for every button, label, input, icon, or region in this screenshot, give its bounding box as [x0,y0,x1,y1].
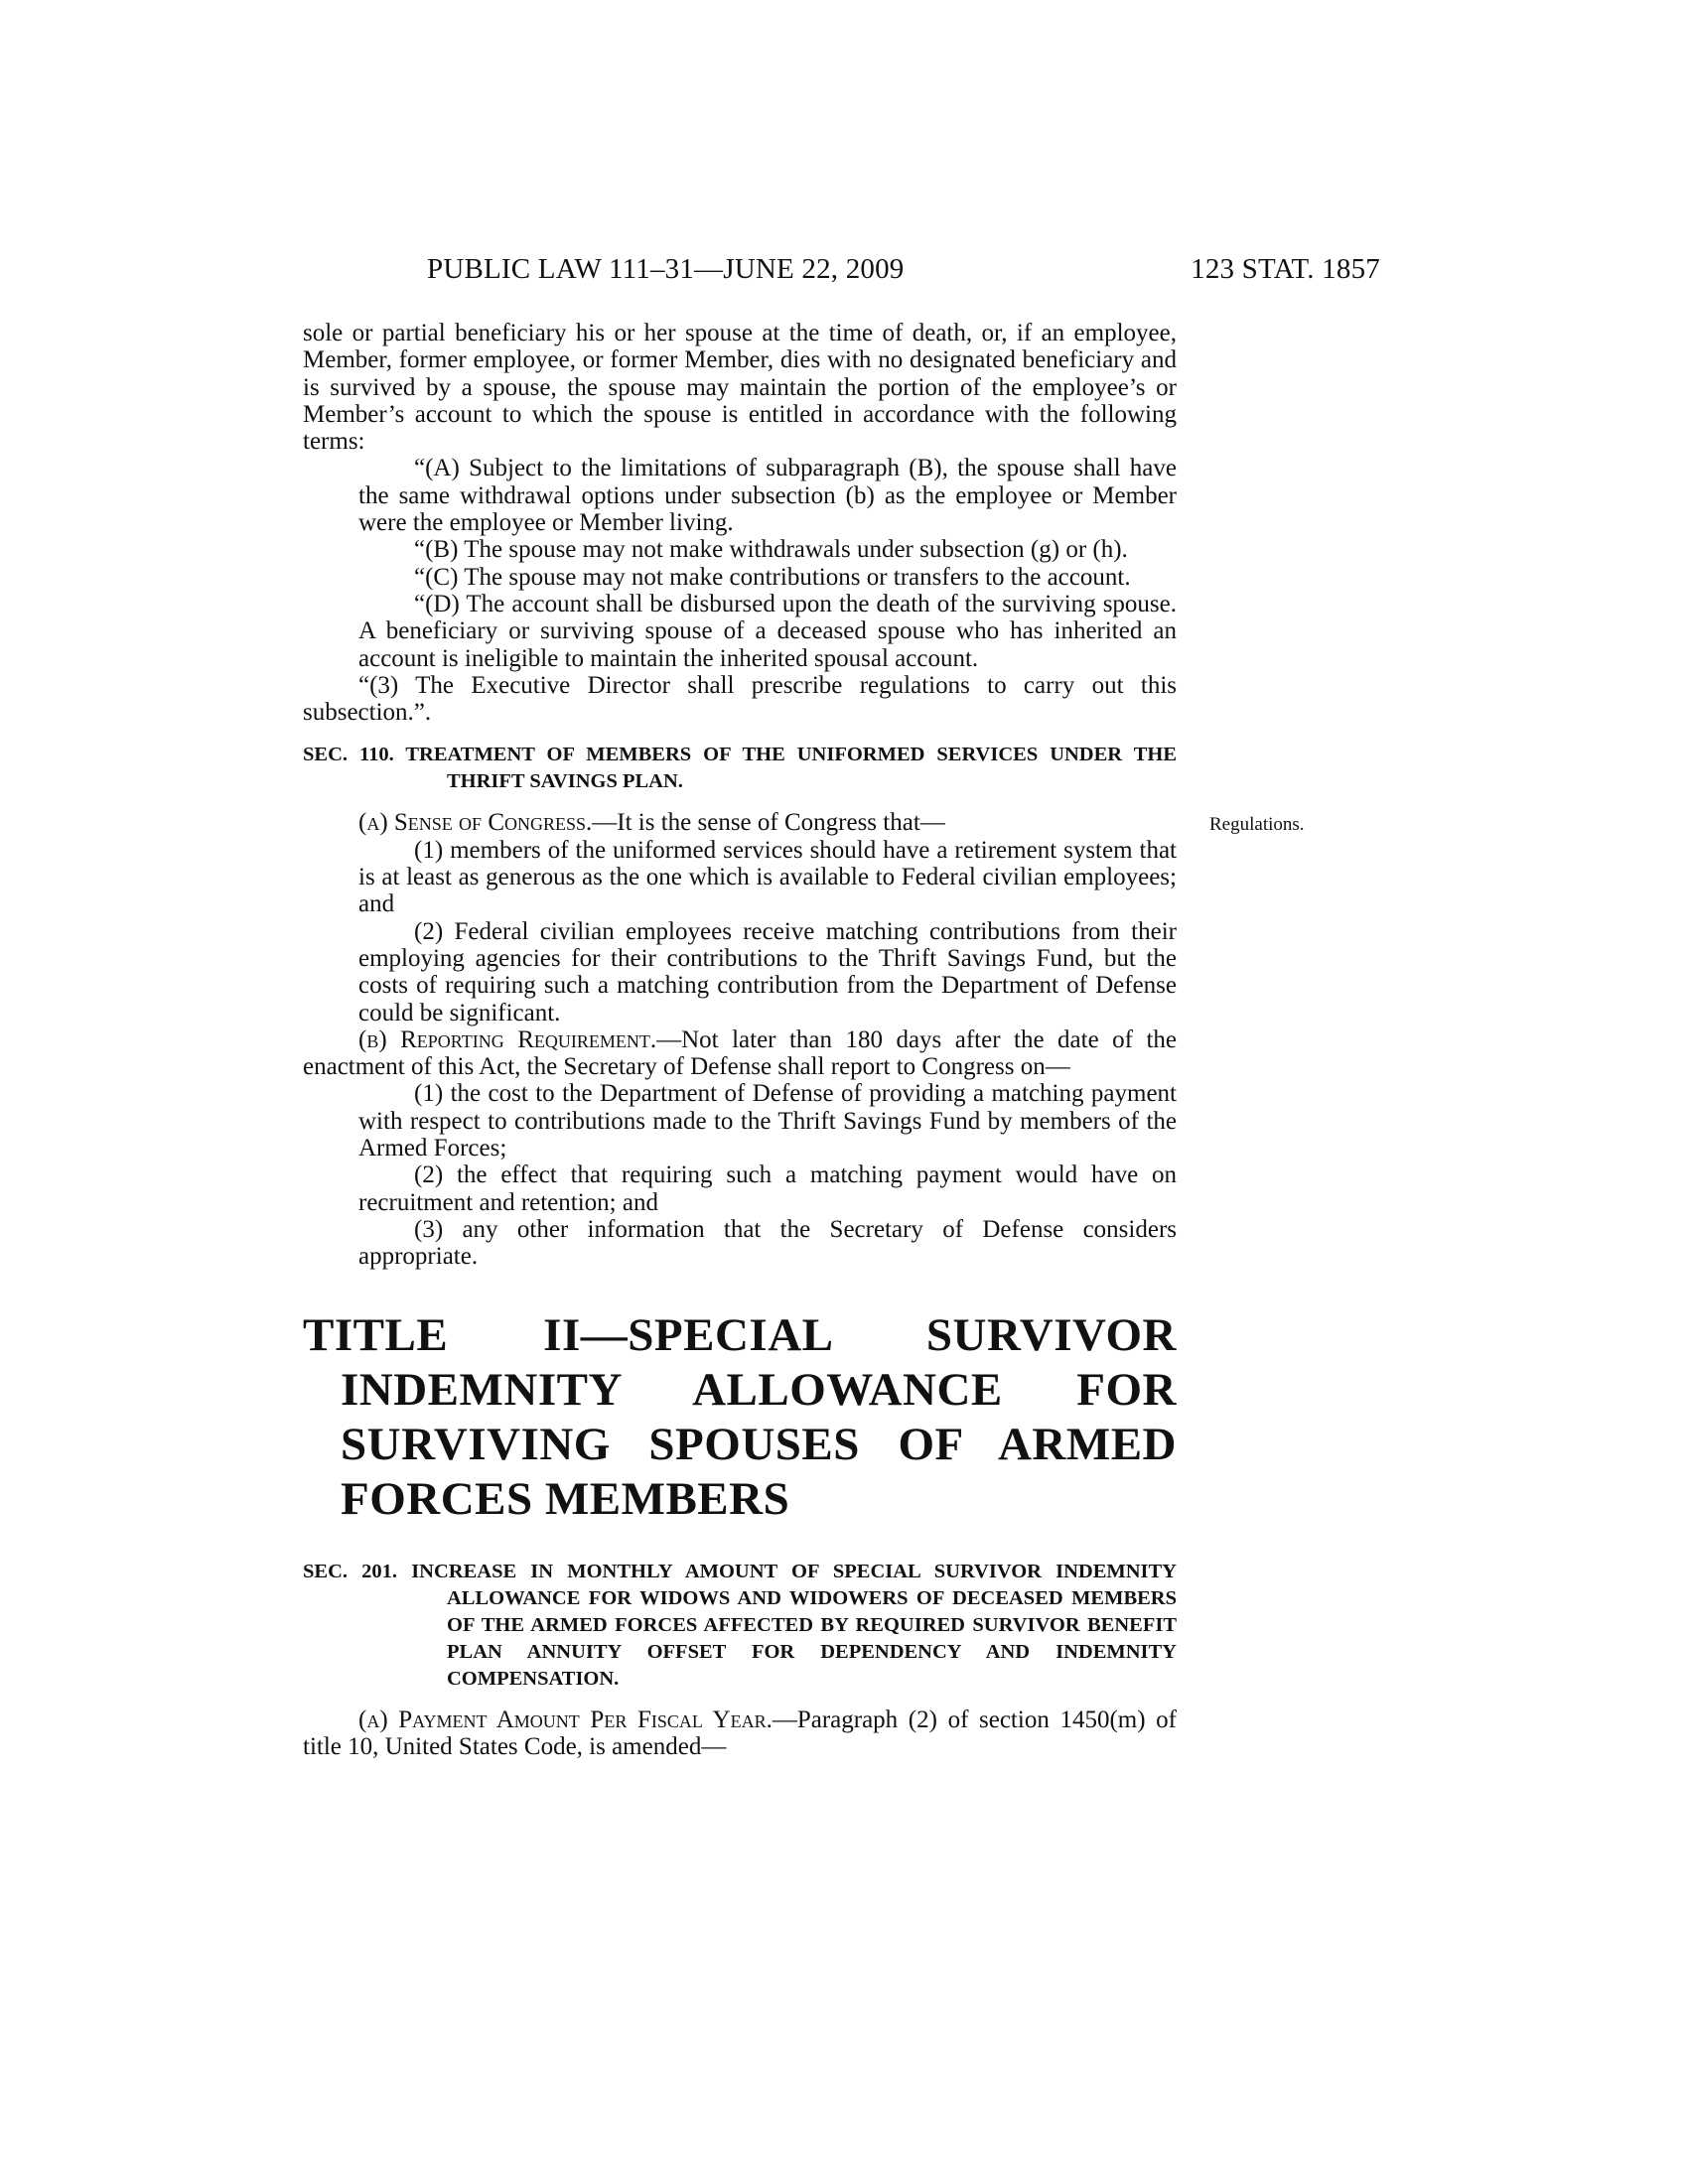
sec110-b-text: —Not later than 180 days after the date of the enactment of this Act, the Secretary of Defense shall report to Congress on— [303,1025,1177,1081]
margin-note-regulations: Regulations. [1209,814,1305,835]
sec201-a-label: (a) Payment Amount Per Fiscal Year. [358,1706,773,1733]
sec110-a-label: (a) Sense of Congress. [358,809,593,837]
section-201-heading: SEC. 201. INCREASE IN MONTHLY AMOUNT OF SPECIAL SURVIVOR INDEMNITY ALLOWANCE FOR WIDOWS AND WIDOWERS OF DECEASED MEMBERS OF THE ARMED FORCES AFFECTED BY REQUIRED SURVIVOR BENEFIT PLAN ANNUITY OFFSET FOR DEPENDENCY AND INDEMNITY COMPENSATION. [303,1560,1177,1690]
sec201-a-text: —Paragraph (2) of section 1450(m) of title 10, United States Code, is amended— [303,1706,1177,1760]
sec110-b-paragraph-2: (2) the effect that requiring such a matching payment would have on recruitment and retention; and [358,1161,1177,1216]
sec110-subsection-a [303,809,1177,836]
paragraph-3: “(3) The Executive Director shall prescribe regulations to carry out this subsection.”. [303,671,1177,727]
sec110-b-paragraph-1: (1) the cost to the Department of Defense of providing a matching payment with respect to contributions made to the Thrift Savings Fund by members of the Armed Forces; [358,1080,1177,1162]
subparagraph-c: “(C) The spouse may not make contributions or transfers to the account. [414,563,1131,591]
statute-page-number: 123 STAT. 1857 [1191,253,1380,285]
sec201-subsection-a [303,1706,1177,1761]
sec110-a-text: —It is the sense of Congress that— [592,809,945,837]
subparagraph-b: “(B) The spouse may not make withdrawals under subsection (g) or (h). [414,536,1128,564]
sec110-a-paragraph-2: (2) Federal civilian employees receive matching contributions from their employing agencies for their contributions to the Thrift Savings Fund, but the costs of requiring such a matching contribution from the Department of Defense could be significant. [358,917,1177,1026]
sec110-b-label: (b) Reporting Requirement. [358,1025,657,1053]
subparagraph-a: “(A) Subject to the limitations of subparagraph (B), the spouse shall have the same withdrawal options under subsection (b) as the employee or Member were the employee or Member living. [358,455,1177,537]
title-ii-heading: TITLE II—SPECIAL SURVIVOR INDEMNITY ALLOWANCE FOR SURVIVING SPOUSES OF ARMED FORCES MEMBERS [303,1308,1177,1525]
sec110-a-paragraph-1: (1) members of the uniformed services should have a retirement system that is at least as generous as the one which is available to Federal civilian employees; and [358,836,1177,918]
law-citation: PUBLIC LAW 111–31—JUNE 22, 2009 [427,253,905,285]
document-body [303,320,1177,1760]
continuation-paragraph: sole or partial beneficiary his or her spouse at the time of death, or, if an employee, Member, former employee, or former Member, dies with no designated beneficiary and is survived by a spouse, the spouse may maintain the portion of the employee’s or Member’s account to which the spouse is entitled in accordance with the following terms: [303,320,1177,456]
subparagraph-d: “(D) The account shall be disbursed upon the death of the surviving spouse. A beneficiary or surviving spouse of a deceased spouse who has inherited an account is ineligible to maintain the inherited spousal account. [358,590,1177,672]
sec110-subsection-b [303,1026,1177,1081]
section-110-heading: SEC. 110. TREATMENT OF MEMBERS OF THE UNIFORMED SERVICES UNDER THE THRIFT SAVINGS PLAN. [303,744,1177,793]
sec110-b-paragraph-3: (3) any other information that the Secretary of Defense considers appropriate. [358,1215,1177,1271]
